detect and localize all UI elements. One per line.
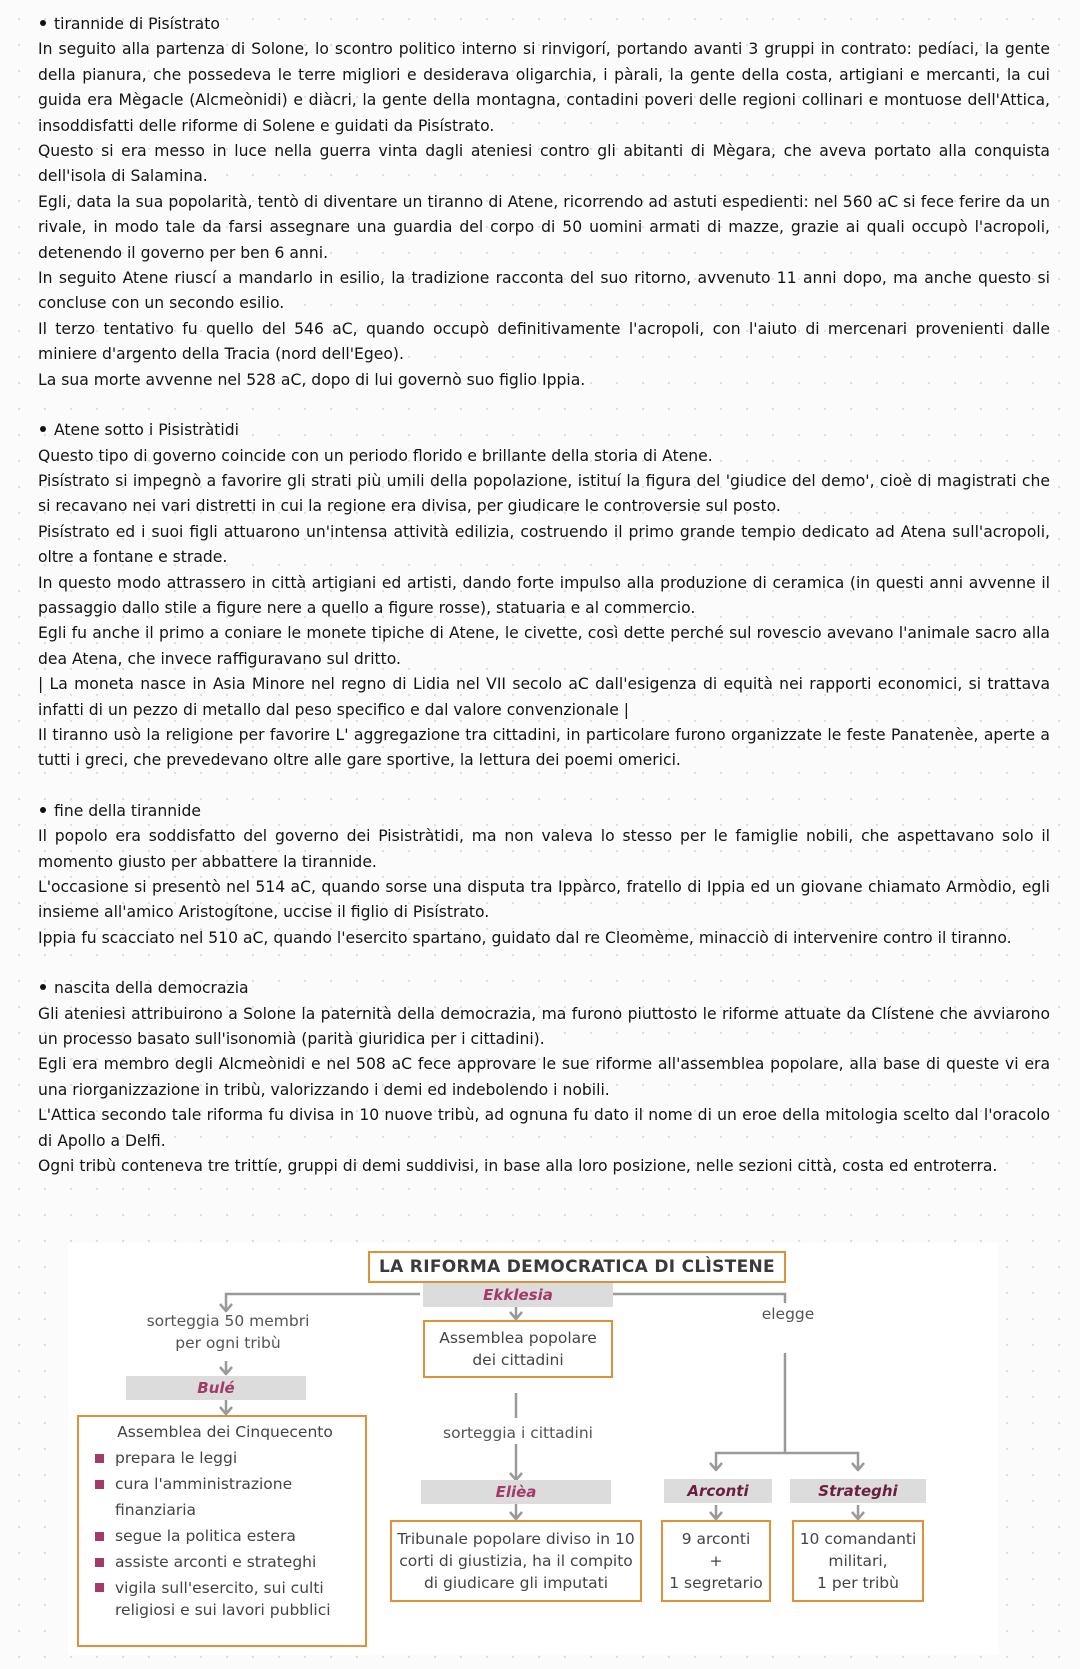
section-heading: Atene sotto i Pisistràtidi	[38, 418, 1050, 443]
paragraph: L'Attica secondo tale riforma fu divisa in 10 nuove tribù, ad ognuna fu dato il nome di un eroe della mitologia scelto dal l'oracolo di Apollo a Delfi.	[38, 1106, 1050, 1150]
list-item: cura l'amministrazione finanziaria	[93, 1471, 357, 1523]
strateghi-label: Strateghi	[790, 1479, 926, 1503]
paragraph: Pisístrato ed i suoi figli attuarono un'intensa attività edilizia, costruendo il primo grande tempio dedicato ad Atena sull'acropoli, oltre a fontane e strade.	[38, 522, 1050, 567]
assemblea-popolare-box: Assemblea popolare dei cittadini	[423, 1320, 613, 1378]
paragraph: In seguito Atene riuscí a mandarlo in esilio, la tradizione racconta del suo ritorno, avvenuto 11 anni dopo, ma anche questo si concluse con un secondo esilio.	[38, 269, 1050, 313]
list-item: prepara le leggi	[93, 1445, 357, 1471]
diagram-title: LA RIFORMA DEMOCRATICA DI CLÌSTENE	[368, 1251, 786, 1283]
paragraph: Il popolo era soddisfatto del governo dei Pisistràtidi, ma non valeva lo stesso per le famiglie nobili, che aspettavano solo il momento giusto per abbattere la tirannide.	[38, 827, 1050, 871]
paragraph: Egli fu anche il primo a coniare le monete tipiche di Atene, le civette, così dette perché sul rovescio avevano l'animale sacro alla dea Atena, che invece raffiguravano sul dritto.	[38, 624, 1050, 668]
tribunale-box: Tribunale popolare diviso in 10 corti di giustizia, ha il compito di giudicare gli imputati	[390, 1520, 642, 1602]
cinquecento-title: Assemblea dei Cinquecento	[117, 1423, 333, 1441]
paragraph: Questo si era messo in luce nella guerra vinta dagli ateniesi contro gli abitanti di Mègara, che aveva portato alla conquista dell'isola di Salamina.	[38, 142, 1050, 186]
paragraph: Ippia fu scacciato nel 510 aC, quando l'esercito spartano, guidato dal re Cleomème, minacciò di intervenire contro il tiranno.	[38, 928, 1012, 947]
paragraph: Il tiranno usò la religione per favorire L' aggregazione tra cittadini, in particolare furono organizzate le feste Panatenèe, aperte a tutti i greci, che prevedevano oltre alle gare sportive, la lettura dei poemi omerici.	[38, 725, 1050, 770]
connector-branch	[716, 1453, 858, 1469]
paragraph: Il terzo tentativo fu quello del 546 aC, quando occupò definitivamente l'acropoli, con l'aiuto di mercenari provenienti dalle miniere d'argento della Tracia (nord dell'Egeo).	[38, 319, 1050, 364]
list-item: assiste arconti e strateghi	[93, 1549, 357, 1575]
paragraph: Pisístrato si impegnò a favorire gli strati più umili della popolazione, istituí la figura del 'giudice del demo', cioè di magistrati che si recavano nei vari distretti in cui la regione era divisa, per giudicare le controversie sul posto.	[38, 471, 1050, 516]
bullet-icon	[40, 426, 46, 432]
eliea-label: Elièa	[421, 1480, 611, 1504]
paragraph: In questo modo attrassero in città artigiani ed artisti, dando forte impulso alla produzione di ceramica (in questi anni avvenne il passaggio dallo stile a figure nere a quello a figure rosse), statuaria e al commercio.	[38, 573, 1050, 617]
section-democrazia	[38, 976, 1050, 1179]
section-fine-tirannide	[38, 799, 1050, 951]
paragraph: In seguito alla partenza di Solone, lo scontro politico interno si rinvigorí, portando avanti 3 gruppi in contrato: pedíaci, la gente della pianura, che possedeva le terre migliori e desiderava oligarchia, i pàrali, la gente della costa, artigiani e mercanti, la cui guida era Mègacle (Alcmeònidi) e diàcri, la gente della montagna, contadini poveri delle regioni collinari e montuose dell'Attica, insoddisfatti delle riforme di Solene e guidati da Pisístrato.	[38, 40, 1050, 135]
elegge-label: elegge	[748, 1303, 828, 1325]
paragraph: L'occasione si presentò nel 514 aC, quando sorse una disputa tra Ippàrco, fratello di Ippia ed un giovane chiamato Armòdio, egli insieme all'amico Aristogítone, uccise il figlio di Pisístrato.	[38, 878, 1050, 922]
bullet-icon	[40, 984, 46, 990]
list-item: segue la politica estera	[93, 1523, 357, 1549]
cinquecento-box	[77, 1415, 367, 1647]
sorteggia-50-label: sorteggia 50 membri per ogni tribù	[146, 1312, 310, 1352]
section-heading: nascita della democrazia	[38, 976, 1050, 1001]
paragraph: Egli, data la sua popolarità, tentò di diventare un tiranno di Atene, ricorrendo ad astuti espedienti: nel 560 aC si fece ferire da un rivale, in modo tale da farsi assegnare una guardia del corpo di 50 uomini armati di mazze, grazie ai quali occupò l'acropoli, detenendo il governo per ben 6 anni.	[38, 192, 1050, 262]
paragraph: Ogni tribù conteneva tre trittíe, gruppi di demi suddivisi, in base alla loro posizione, nelle sezioni città, costa ed entroterra.	[38, 1157, 998, 1176]
paragraph: Questo tipo di governo coincide con un periodo florido e brillante della storia di Atene.	[38, 446, 713, 465]
bule-label: Bulé	[126, 1376, 306, 1400]
paragraph: La sua morte avvenne nel 528 aC, dopo di lui governò suo figlio Ippia.	[38, 370, 586, 389]
section-tirannide	[38, 12, 1050, 393]
section-pisistratidi	[38, 418, 1050, 774]
sorteggia-cittadini-label: sorteggia i cittadini	[428, 1422, 608, 1444]
bullet-icon	[40, 20, 46, 26]
arconti-box: 9 arconti + 1 segretario	[661, 1520, 771, 1602]
reform-diagram	[68, 1243, 998, 1655]
section-heading: tirannide di Pisístrato	[38, 12, 1050, 37]
notes-body	[38, 12, 1050, 1204]
paragraph: | La moneta nasce in Asia Minore nel regno di Lidia nel VII secolo aC dall'esigenza di equità nei rapporti economici, si trattava infatti di un pezzo di metallo dal peso specifico e dal valore convenzionale |	[38, 675, 1050, 719]
arconti-label: Arconti	[664, 1479, 772, 1503]
paragraph: Egli era membro degli Alcmeònidi e nel 508 aC fece approvare le sue riforme all'assemblea popolare, alla base di queste vi era una riorganizzazione in tribù, valorizzando i demi ed indebolendo i nobili.	[38, 1055, 1050, 1099]
list-item: vigila sull'esercito, sui culti religiosi e sui lavori pubblici	[93, 1575, 357, 1621]
bullet-icon	[40, 807, 46, 813]
paragraph: Gli ateniesi attribuirono a Solone la paternità della democrazia, ma furono piuttosto le riforme attuate da Clístene che avviarono un processo basato sull'isonomià (parità giuridica per i cittadini).	[38, 1004, 1050, 1049]
connector-left	[226, 1294, 420, 1310]
section-heading: fine della tirannide	[38, 799, 1050, 824]
strateghi-box: 10 comandanti militari, 1 per tribù	[792, 1520, 924, 1602]
cinquecento-list	[93, 1445, 357, 1621]
ekklesia-label: Ekklesia	[423, 1283, 613, 1307]
